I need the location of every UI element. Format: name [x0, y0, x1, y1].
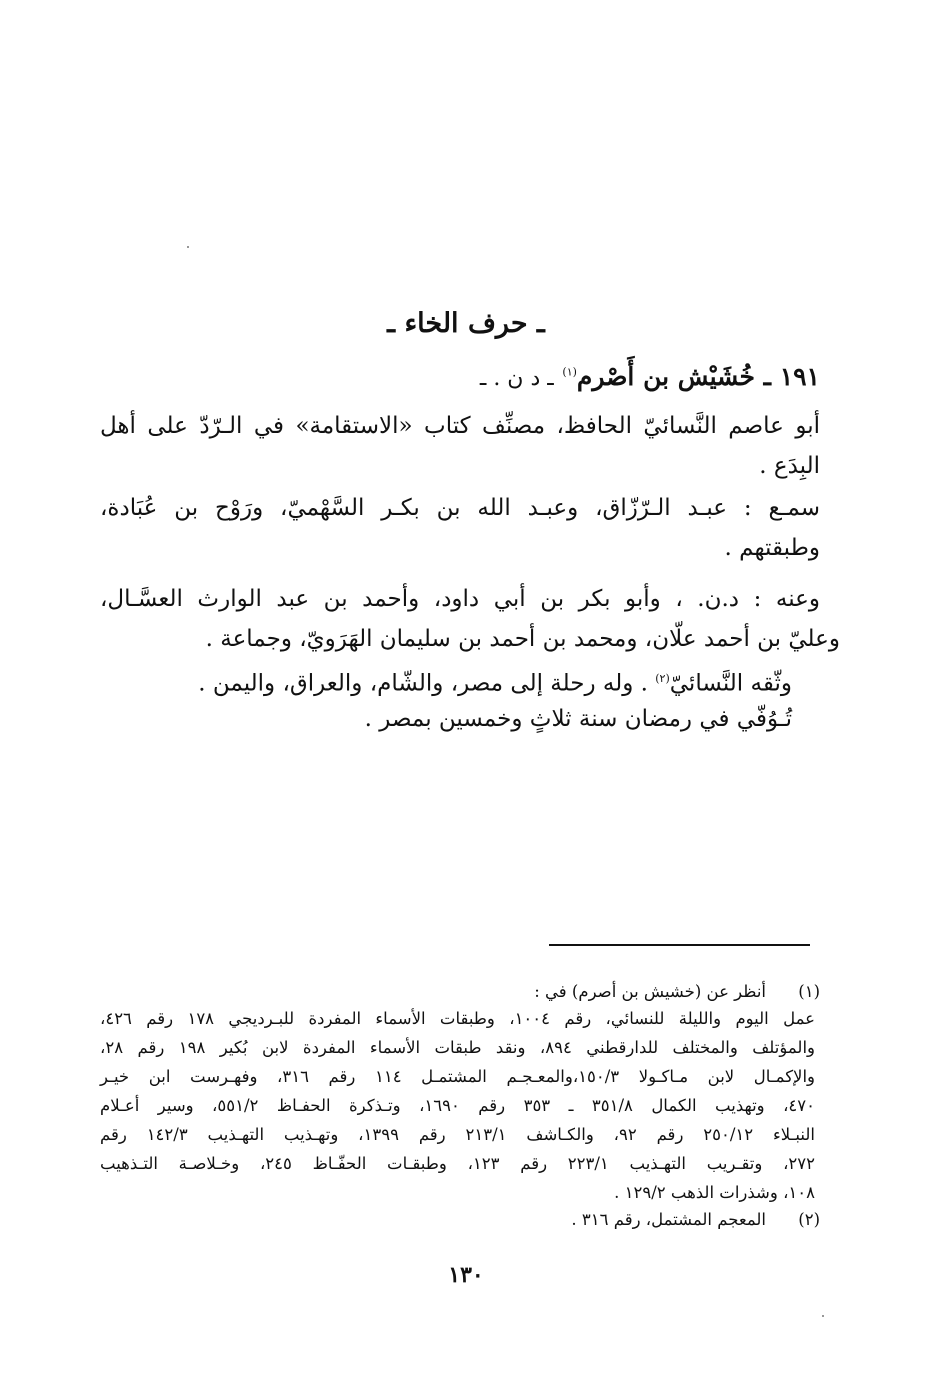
entry-number: ١٩١ [779, 362, 820, 391]
body-line-1: أبو عاصم النَّسائيّ الحافظ، مصنِّف كتاب «الاستقامة» في الـرّدّ على أهل [100, 413, 820, 439]
body-line-8: تُـوُفّي في رمضان سنة ثلاثٍ وخمسين بمصر . [364, 706, 792, 732]
footnote-ref-1[interactable]: (١) [562, 365, 577, 379]
footnote-1-line-6: ٢٧٢، وتقـريب التهـذيب ٢٢٣/١ رقم ١٢٣، وطبقـات الحفّـاظ ٢٤٥، وخـلاصـة التـذهيب [100, 1154, 815, 1173]
footnote-1-line-1: عمل اليوم والليلة للنسائي، رقم ١٠٠٤، وطبقات الأسماء المفردة للبـرديجي ١٧٨ رقم ٤٢٦، [100, 1009, 815, 1028]
footnote-ref-2[interactable]: (٢) [655, 672, 670, 685]
scan-speck [187, 246, 189, 248]
footnote-2-text: المعجم المشتمل، رقم ٣١٦ . [571, 1210, 766, 1229]
footnote-1-line-2: والمؤتلف والمختلف للدارقطني ٨٩٤، ونقد طبقات الأسماء المفردة لابن بُكير ١٩٨ رقم ٢٨، [100, 1038, 815, 1057]
body-line-5: وعنه : د.ن. ، وأبو بكر بن أبي داود، وأحمد بن عبد الوارث العسَّـال، [100, 586, 820, 612]
entry-rumuz: ـ د ن . ـ [479, 366, 554, 391]
entry-dash: ـ [763, 362, 771, 391]
footnote-1-line-3: والإكمـال لابن مـاكـولا ١٥٠/٣،والمعـجـم المشتمـل ١١٤ رقم ٣١٦، وفهـرست ابن خيـر [100, 1067, 816, 1086]
entry-name: خُشَيْش بن أَصْرم [576, 362, 755, 391]
chapter-title: ـ حرف الخاء ـ [387, 308, 545, 339]
scan-speck [822, 1315, 824, 1317]
body-line-4: وطبقتهم . [724, 535, 820, 561]
body-line-7-start: وثّقه النَّسائيّ [669, 670, 792, 697]
entry-heading [100, 362, 820, 391]
footnote-1-line-4: ٤٧٠، وتهذيب الكمال ٣٥١/٨ ـ ٣٥٣ رقم ١٦٩٠، وتـذكرة الحفـاظ ٥٥١/٢، وسير أعـلام [100, 1096, 815, 1115]
body-line-7-end: . وله رحلة إلى مصر، والشّام، والعراق، واليمن . [198, 670, 648, 697]
body-line-7 [72, 664, 792, 699]
page-number: ١٣٠ [448, 1262, 484, 1288]
body-line-6: وعليّ بن أحمد علّان، ومحمد بن أحمد بن سليمان الهَرَويّ، وجماعة . [205, 626, 840, 652]
footnote-separator [549, 944, 810, 946]
footnote-1-intro: أنظر عن (خشيش بن أصرم) في : [534, 982, 766, 1001]
body-line-2: البِدَع . [759, 453, 820, 479]
body-line-3: سمـع : عبـد الـرّزّاق، وعبـد الله بن بكـر السَّهْميّ، ورَوْح بن عُبَادة، [100, 495, 820, 521]
footnote-1-number: (١) [798, 982, 820, 1001]
footnote-2-number: (٢) [798, 1210, 820, 1229]
footnote-1-line-5: النبـلاء ٢٥٠/١٢ رقم ٩٢، والكـاشف ٢١٣/١ رقم ١٣٩٩، وتهـذيب التهـذيب ١٤٢/٣ رقم [100, 1125, 815, 1144]
footnote-1-line-7: ١٠٨، وشذرات الذهب ١٢٩/٢ . [614, 1183, 815, 1202]
